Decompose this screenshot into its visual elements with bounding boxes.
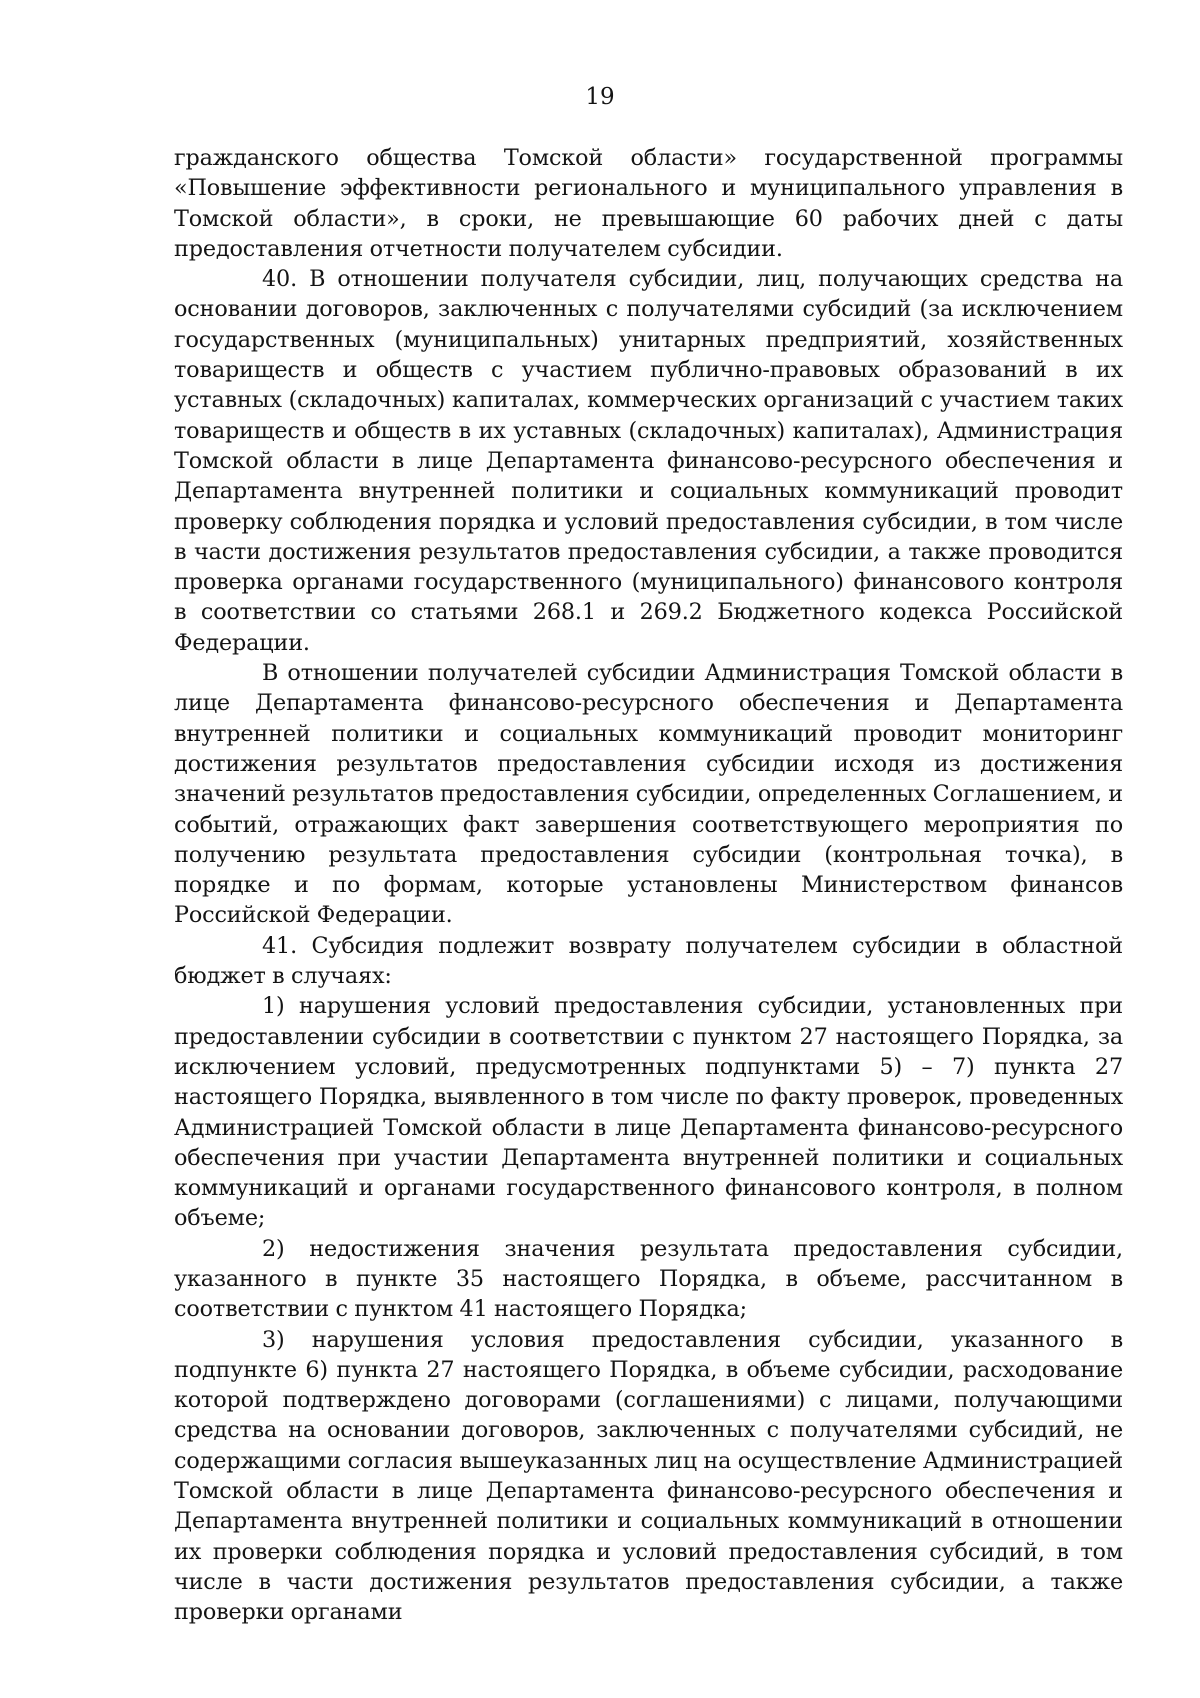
paragraph-clause-40: 40. В отношении получателя субсидии, лиц, получающих средства на основании договоров, заключенных с получателями субсидий (за исключением государственных (муниципальных) унитарных предприятий, хозяйственных товариществ и обществ с участием публично-правовых образований в их уставных (складочных) капиталах, коммерческих организаций с участием таких товариществ и обществ в их уставных (складочных) капиталах), Администрация Томской области в лице Департамента финансово-ресурсного обеспечения и Департамента внутренней политики и социальных коммуникаций проводит проверку соблюдения порядка и условий предоставления субсидии, в том числе в части достижения результатов предоставления субсидии, а также проводится проверка органами государственного (муниципального) финансового контроля в соответствии со статьями 268.1 и 269.2 Бюджетного кодекса Российской Федерации. [174, 266, 1123, 656]
document-body [174, 143, 1123, 1628]
paragraph-subitem-1: 1) нарушения условий предоставления субсидии, установленных при предоставлении субсидии в соответствии с пунктом 27 настоящего Порядка, за исключением условий, предусмотренных подпунктами 5) – 7) пункта 27 настоящего Порядка, выявленного в том числе по факту проверок, проведенных Администрацией Томской области в лице Департамента финансово-ресурсного обеспечения при участии Департамента внутренней политики и социальных коммуникаций и органами государственного финансового контроля, в полном объеме; [174, 993, 1123, 1232]
page-number: 19 [585, 84, 615, 110]
paragraph-monitoring: В отношении получателей субсидии Администрация Томской области в лице Департамента финансово-ресурсного обеспечения и Департамента внутренней политики и социальных коммуникаций проводит мониторинг достижения результатов предоставления субсидии исходя из достижения значений результатов предоставления субсидии, определенных Соглашением, и событий, отражающих факт завершения соответствующего мероприятия по получению результата предоставления субсидии (контрольная точка), в порядке и по формам, которые установлены Министерством финансов Российской Федерации. [174, 660, 1123, 929]
paragraph-continuation: гражданского общества Томской области» государственной программы «Повышение эффективности регионального и муниципального управления в Томской области», в сроки, не превышающие 60 рабочих дней с даты предоставления отчетности получателем субсидии. [174, 145, 1123, 262]
paragraph-subitem-2: 2) недостижения значения результата предоставления субсидии, указанного в пункте 35 настоящего Порядка, в объеме, рассчитанном в соответствии с пунктом 41 настоящего Порядка; [174, 1235, 1123, 1323]
paragraph-clause-41: 41. Субсидия подлежит возврату получателем субсидии в областной бюджет в случаях: [174, 932, 1123, 990]
paragraph-subitem-3: 3) нарушения условия предоставления субсидии, указанного в подпункте 6) пункта 27 настоящего Порядка, в объеме субсидии, расходование которой подтверждено договорами (соглашениями) с лицами, получающими средства на основании договоров, заключенных с получателями субсидий, не содержащими согласия вышеуказанных лиц на осуществление Администрацией Томской области в лице Департамента финансово-ресурсного обеспечения и Департамента внутренней политики и социальных коммуникаций в отношении их проверки соблюдения порядка и условий предоставления субсидий, в том числе в части достижения результатов предоставления субсидии, а также проверки органами [174, 1326, 1123, 1626]
